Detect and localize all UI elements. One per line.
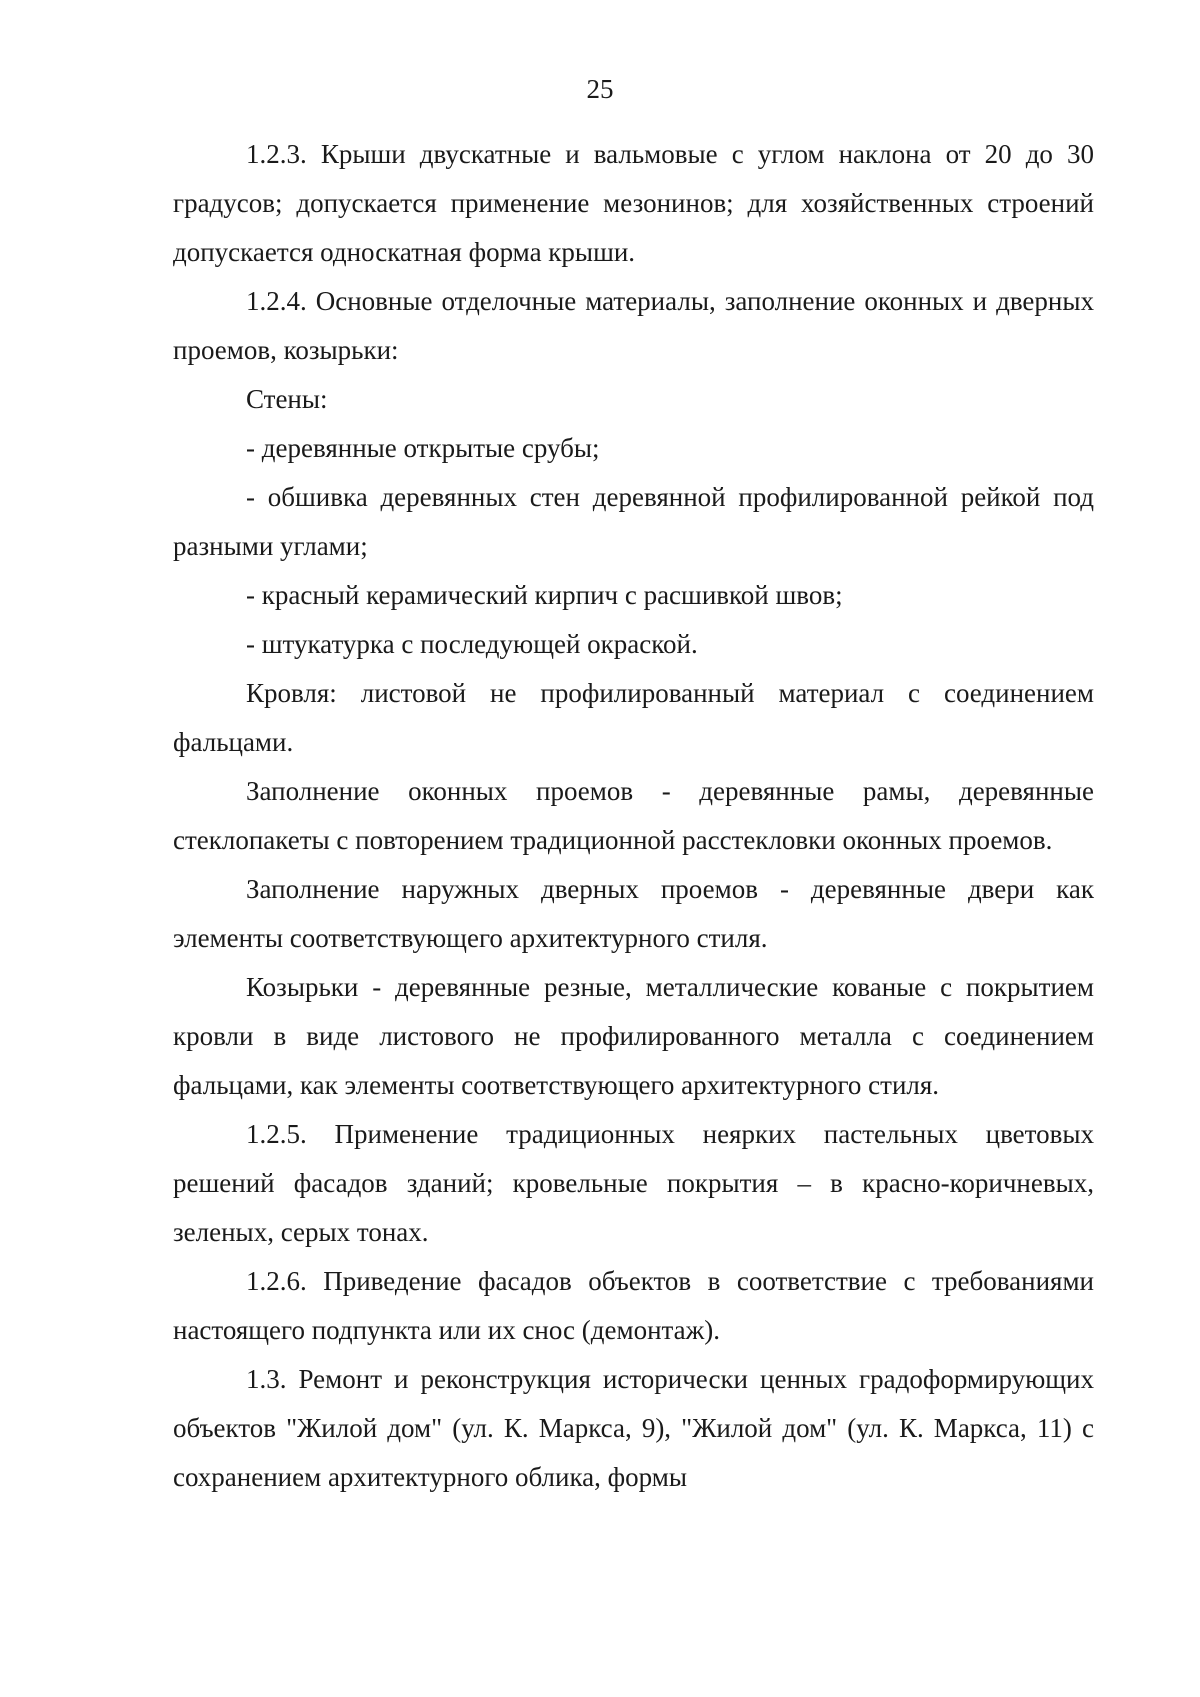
- paragraph-1-2-4: 1.2.4. Основные отделочные материалы, заполнение оконных и дверных проемов, козырьки:: [173, 286, 1094, 365]
- list-item-red-brick: - красный керамический кирпич с расшивкой швов;: [246, 580, 843, 610]
- paragraph-1-2-3: 1.2.3. Крыши двускатные и вальмовые с углом наклона от 20 до 30 градусов; допускается применение мезонинов; для хозяйственных строений допускается односкатная форма крыши.: [173, 139, 1094, 267]
- paragraph-roofing: Кровля: листовой не профилированный материал с соединением фальцами.: [173, 678, 1094, 757]
- page-number: 25: [586, 74, 614, 104]
- paragraph-walls-heading: Стены:: [246, 384, 328, 414]
- paragraph-1-2-6: 1.2.6. Приведение фасадов объектов в соответствие с требованиями настоящего подпункта или их снос (демонтаж).: [173, 1266, 1094, 1345]
- list-item-log-frames: - деревянные открытые срубы;: [246, 433, 600, 463]
- document-body: [173, 130, 1094, 1502]
- paragraph-canopies: Козырьки - деревянные резные, металлические кованые с покрытием кровли в виде листового не профилированного металла с соединением фальцами, как элементы соответствующего архитектурного стиля.: [173, 972, 1094, 1100]
- list-item-plaster: - штукатурка с последующей окраской.: [246, 629, 698, 659]
- list-item-wood-cladding: - обшивка деревянных стен деревянной профилированной рейкой под разными углами;: [173, 482, 1094, 561]
- paragraph-1-2-5: 1.2.5. Применение традиционных неярких пастельных цветовых решений фасадов зданий; кровельные покрытия – в красно-коричневых, зеленых, серых тонах.: [173, 1119, 1094, 1247]
- paragraph-door-openings: Заполнение наружных дверных проемов - деревянные двери как элементы соответствующего архитектурного стиля.: [173, 874, 1094, 953]
- paragraph-1-3: 1.3. Ремонт и реконструкция исторически ценных градоформирующих объектов "Жилой дом" (ул. К. Маркса, 9), "Жилой дом" (ул. К. Маркса, 11) с сохранением архитектурного облика, формы: [173, 1364, 1094, 1492]
- paragraph-window-openings: Заполнение оконных проемов - деревянные рамы, деревянные стеклопакеты с повторением традиционной расстекловки оконных проемов.: [173, 776, 1094, 855]
